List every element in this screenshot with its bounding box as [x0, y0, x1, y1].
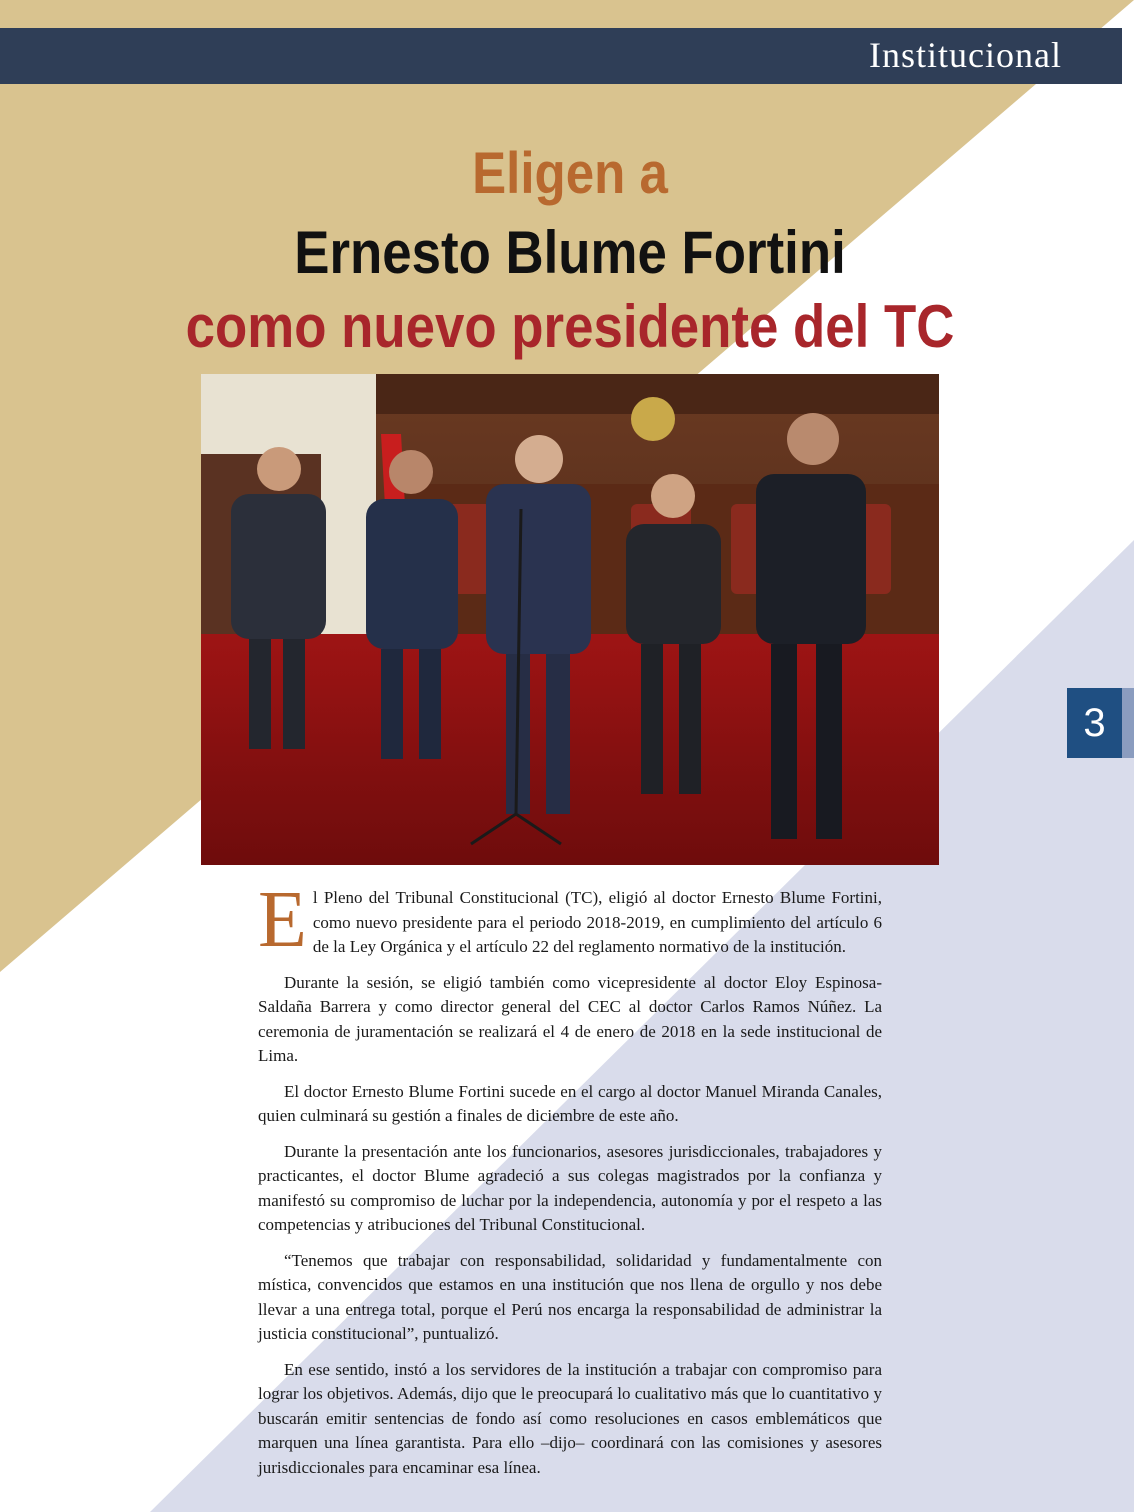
article-paragraph-6: En ese sentido, instó a los servidores de la institución a trabajar con compromiso para lograr los objetivos. Además, dijo que le preocupará lo cualitativo más que lo cuantitativo y buscarán emitir sentencias de fondo así como resoluciones en casos emblemáticos que marquen una línea garantista. Para ello –dijo– coordinará con las comisiones y asesores jurisdiccionales para encaminar esa línea. [258, 1359, 882, 1477]
article-paragraph-1-text: l Pleno del Tribunal Constitucional (TC), eligió al doctor Ernesto Blume Fortini, como nuevo presidente para el periodo 2018-2019, en cumplimiento del artículo 6 de la Ley Orgánica y el artículo 22 del reglamento normativo de la institución. [312, 888, 882, 956]
title-line-1: Eligen a [472, 141, 668, 206]
article-body [258, 876, 882, 1491]
article-paragraph-3: El doctor Ernesto Blume Fortini sucede en el cargo al doctor Manuel Miranda Canales, quien culminará su gestión a finales de diciembre de este año. [258, 1081, 882, 1125]
article-paragraph-1 [258, 876, 882, 964]
page-number-accent [1122, 688, 1134, 758]
article-paragraph-2: Durante la sesión, se eligió también como vicepresidente al doctor Eloy Espinosa-Saldaña Barrera y como director general del CEC al doctor Carlos Ramos Núñez. La ceremonia de juramentación se realizará el 4 de enero de 2018 en la sede institucional de Lima. [258, 972, 882, 1065]
article-photo [201, 374, 939, 865]
photo-icon [201, 374, 939, 865]
article-paragraph-5: “Tenemos que trabajar con responsabilidad, solidaridad y fundamentalmente con mística, convencidos que estamos en una institución que nos llena de orgullo y nos debe llevar a una entrega total, porque el Perú nos encarga la responsabilidad de administrar la justicia constitucional”, puntualizó. [258, 1250, 882, 1343]
title-line-3: como nuevo presidente del TC [185, 293, 955, 360]
section-label: Institucional [869, 35, 1062, 75]
page-number: 3 [1067, 688, 1122, 758]
article-paragraph-4: Durante la presentación ante los funcionarios, asesores jurisdiccionales, trabajadores y practicantes, el doctor Blume agradeció a sus colegas magistrados por la confianza y manifestó su compromiso de luchar por la independencia, autonomía y por el respeto a las competencias y atribuciones del Tribunal Constitucional. [258, 1141, 882, 1234]
title-line-2: Ernesto Blume Fortini [294, 219, 846, 286]
drop-cap: E [258, 876, 307, 964]
